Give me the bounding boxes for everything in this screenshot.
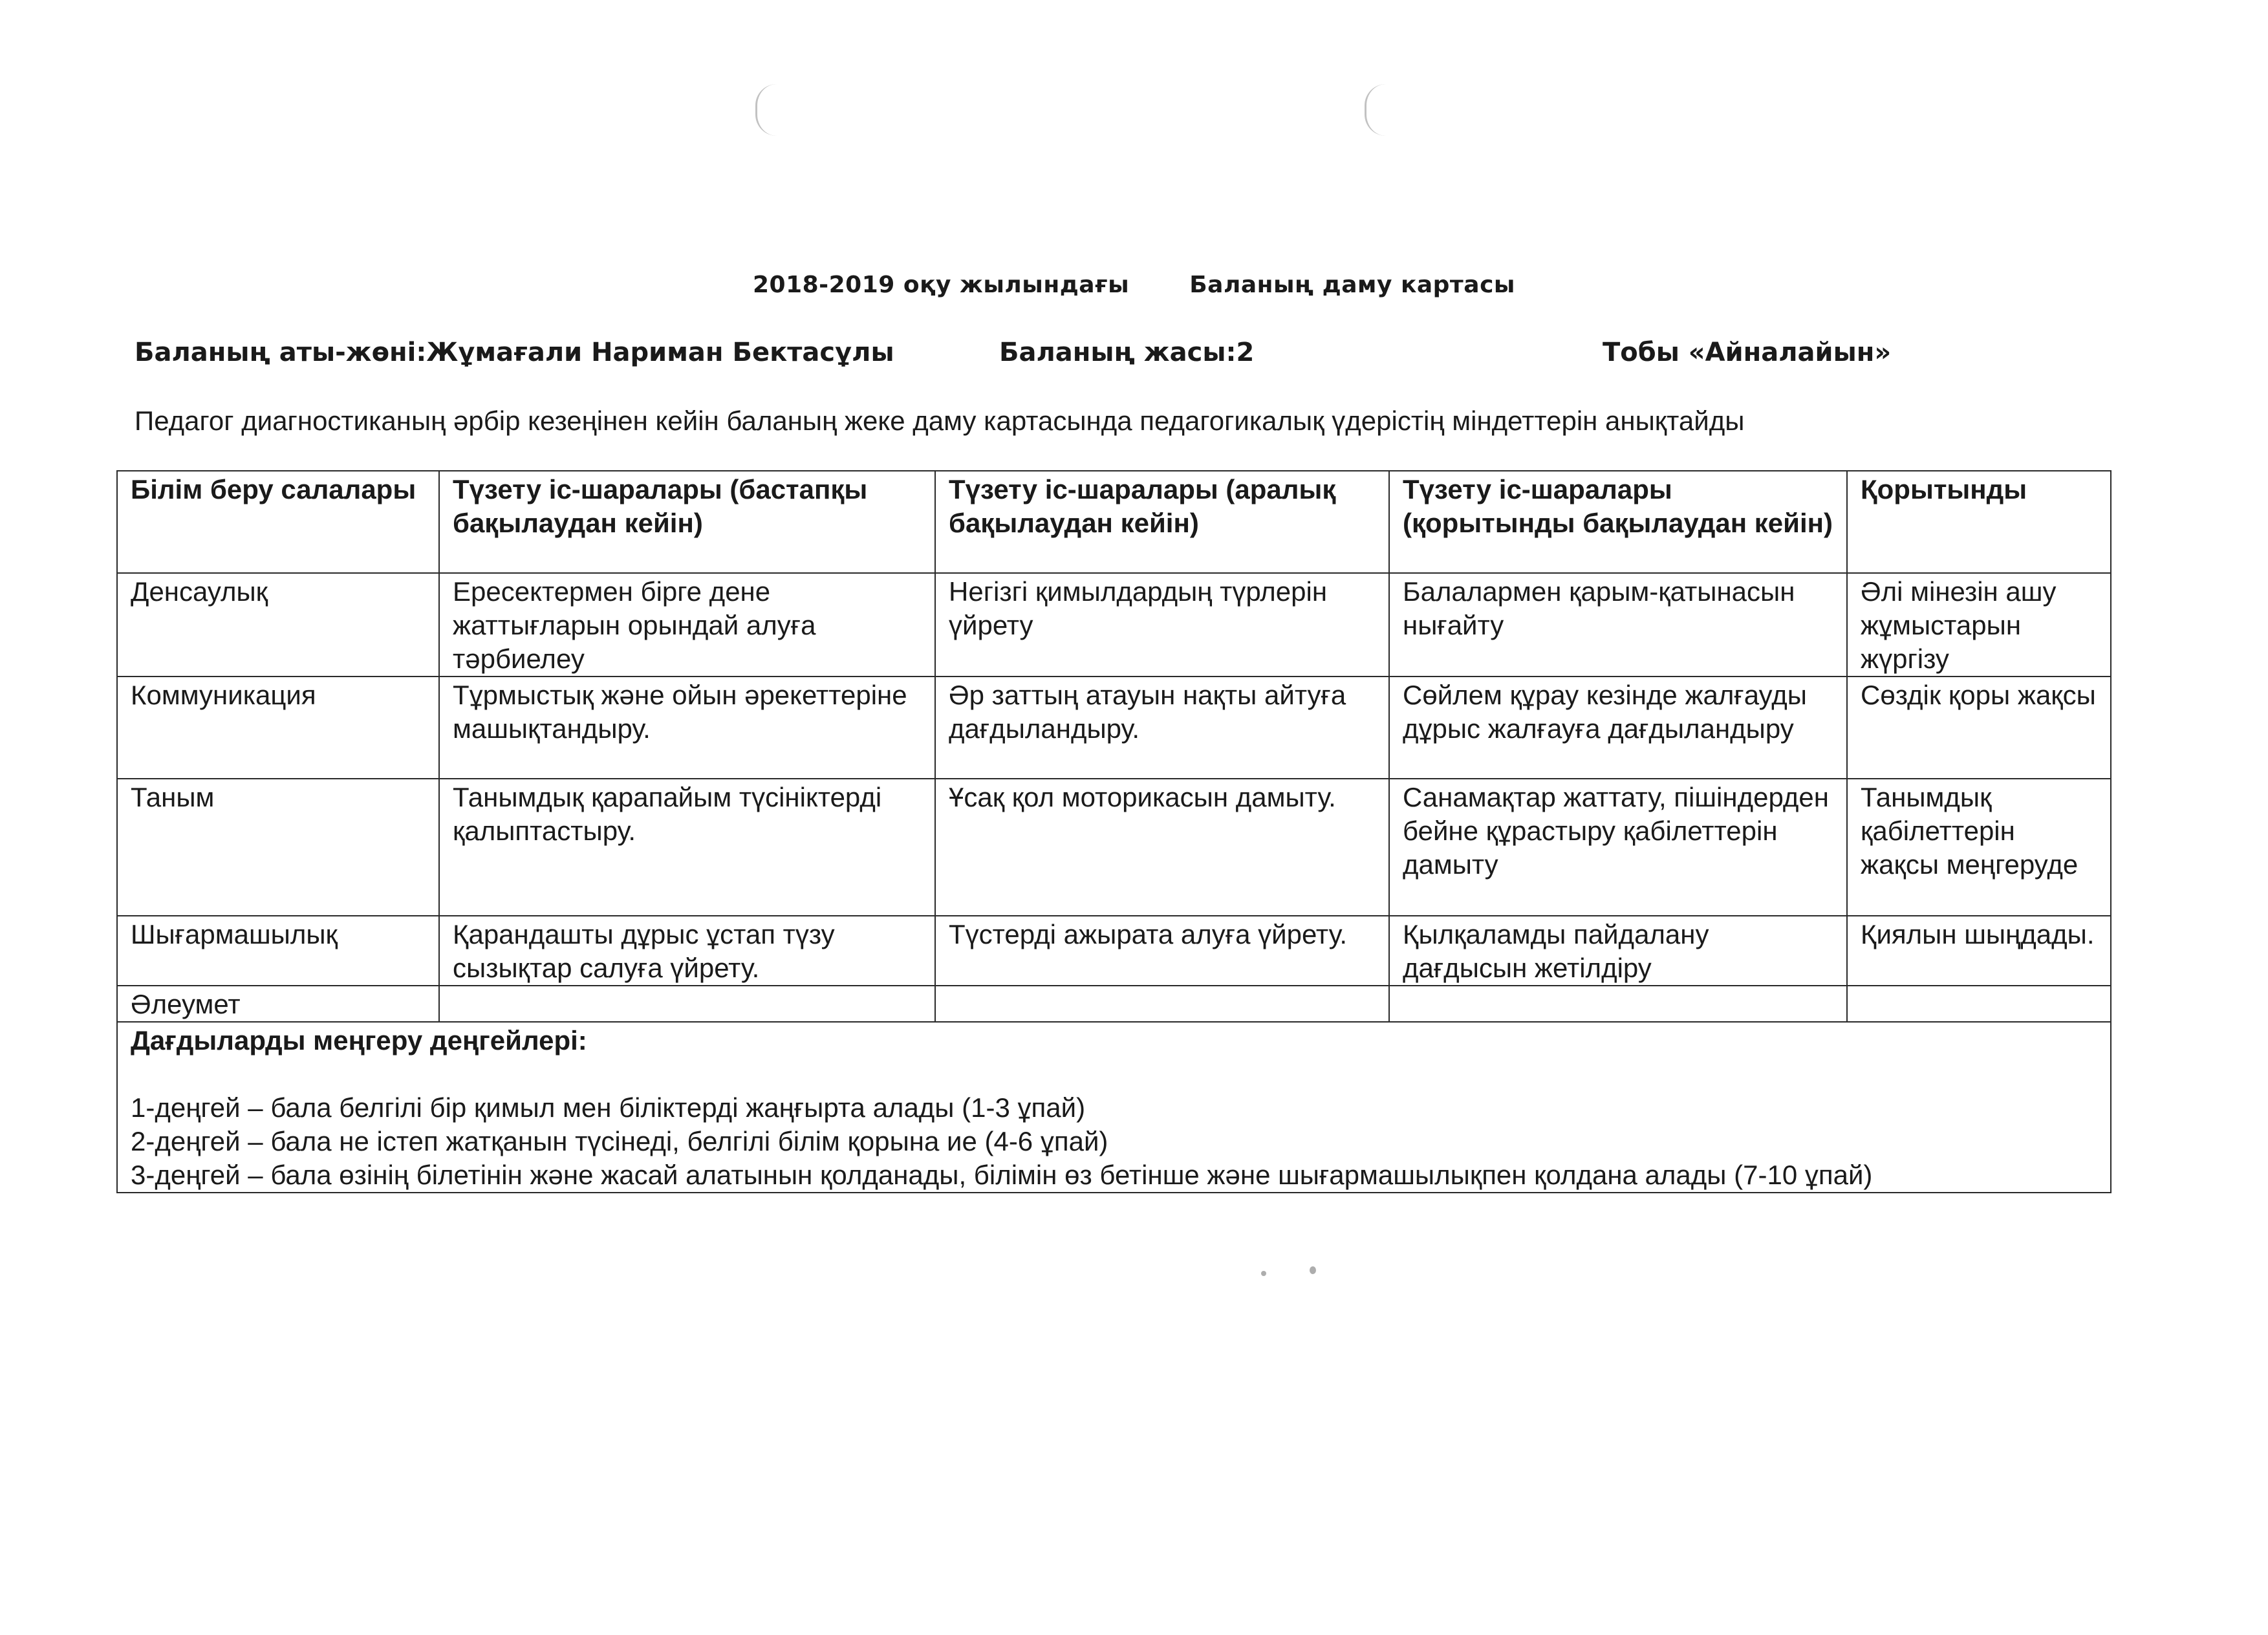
table-row	[117, 986, 2111, 1022]
area-cell: Шығармашылық	[117, 916, 439, 986]
interim-cell: Негізгі қимылдардың түрлерін үйрету	[935, 573, 1389, 677]
child-name: Баланың аты-жөні:Жұмағали Нариман Бектасұлы	[135, 338, 894, 367]
levels-cell	[117, 1022, 2111, 1193]
initial-cell	[439, 986, 935, 1022]
col-header-result: Қорытынды	[1847, 471, 2111, 573]
table-row	[117, 573, 2111, 677]
final-cell: Санамақтар жаттату, пішіндерден бейне құрастыру қабілеттерін дамыту	[1389, 779, 1847, 916]
table-row	[117, 916, 2111, 986]
development-card-table	[116, 470, 2111, 1193]
interim-cell: Ұсақ қол моторикасын дамыту.	[935, 779, 1389, 916]
table-header-row	[117, 471, 2111, 573]
level-item: 2-деңгей – бала не істеп жатқанын түсінеді, белгілі білім қорына ие (4-6 ұпай)	[131, 1126, 1108, 1156]
table-row	[117, 677, 2111, 779]
level-item: 1-деңгей – бала белгілі бір қимыл мен біліктерді жаңғырта алады (1-3 ұпай)	[131, 1092, 1086, 1123]
area-cell: Денсаулық	[117, 573, 439, 677]
child-group: Тобы «Айналайын»	[1603, 338, 1892, 367]
intro-text: Педагог диагностиканың әрбір кезеңінен кейін баланың жеке даму картасында педагогикалық үдерістің міндеттерін анықтайды	[135, 406, 1745, 436]
area-cell: Коммуникация	[117, 677, 439, 779]
result-cell: Қиялын шыңдады.	[1847, 916, 2111, 986]
scan-hole-mark	[1365, 84, 1386, 136]
final-cell	[1389, 986, 1847, 1022]
col-header-initial: Түзету іс-шаралары (бастапқы бақылаудан кейін)	[439, 471, 935, 573]
level-item: 3-деңгей – бала өзінің білетінін және жасай алатынын қолданады, білімін өз бетінше және шығармашылықпен қолдана алады (7-10 ұпай)	[131, 1160, 1873, 1190]
result-cell	[1847, 986, 2111, 1022]
levels-row	[117, 1022, 2111, 1193]
area-cell: Таным	[117, 779, 439, 916]
result-cell: Әлі мінезін ашу жұмыстарын жүргізу	[1847, 573, 2111, 677]
interim-cell: Түстерді ажырата алуға үйрету.	[935, 916, 1389, 986]
final-cell: Балалармен қарым-қатынасын нығайту	[1389, 573, 1847, 677]
result-cell: Сөздік қоры жақсы	[1847, 677, 2111, 779]
interim-cell	[935, 986, 1389, 1022]
col-header-interim: Түзету іс-шаралары (аралық бақылаудан кейін)	[935, 471, 1389, 573]
child-age: Баланың жасы:2	[999, 338, 1255, 367]
scan-speck	[1261, 1271, 1266, 1276]
initial-cell: Танымдық қарапайым түсініктерді қалыптастыру.	[439, 779, 935, 916]
scan-speck	[1310, 1266, 1316, 1274]
levels-title: Дағдыларды меңгеру деңгейлері:	[131, 1025, 587, 1056]
area-cell: Әлеумет	[117, 986, 439, 1022]
initial-cell: Ересектермен бірге дене жаттығларын орындай алуға тәрбиелеу	[439, 573, 935, 677]
academic-year: 2018-2019 оқу жылындағы	[752, 272, 1130, 298]
final-cell: Сөйлем құрау кезінде жалғауды дұрыс жалғауға дағдыландыру	[1389, 677, 1847, 779]
document-title	[0, 272, 2268, 298]
table-row	[117, 779, 2111, 916]
interim-cell: Әр заттың атауын нақты айтуға дағдыландыру.	[935, 677, 1389, 779]
initial-cell: Қарандашты дұрыс ұстап түзу сызықтар салуға үйрету.	[439, 916, 935, 986]
initial-cell: Тұрмыстық және ойын әрекеттеріне машықтандыру.	[439, 677, 935, 779]
result-cell: Танымдық қабілеттерін жақсы меңгеруде	[1847, 779, 2111, 916]
final-cell: Қылқаламды пайдалану дағдысын жетілдіру	[1389, 916, 1847, 986]
card-title: Баланың даму картасы	[1189, 272, 1515, 298]
col-header-area: Білім беру салалары	[117, 471, 439, 573]
scan-hole-mark	[755, 84, 777, 136]
col-header-final: Түзету іс-шаралары (қорытынды бақылаудан кейін)	[1389, 471, 1847, 573]
